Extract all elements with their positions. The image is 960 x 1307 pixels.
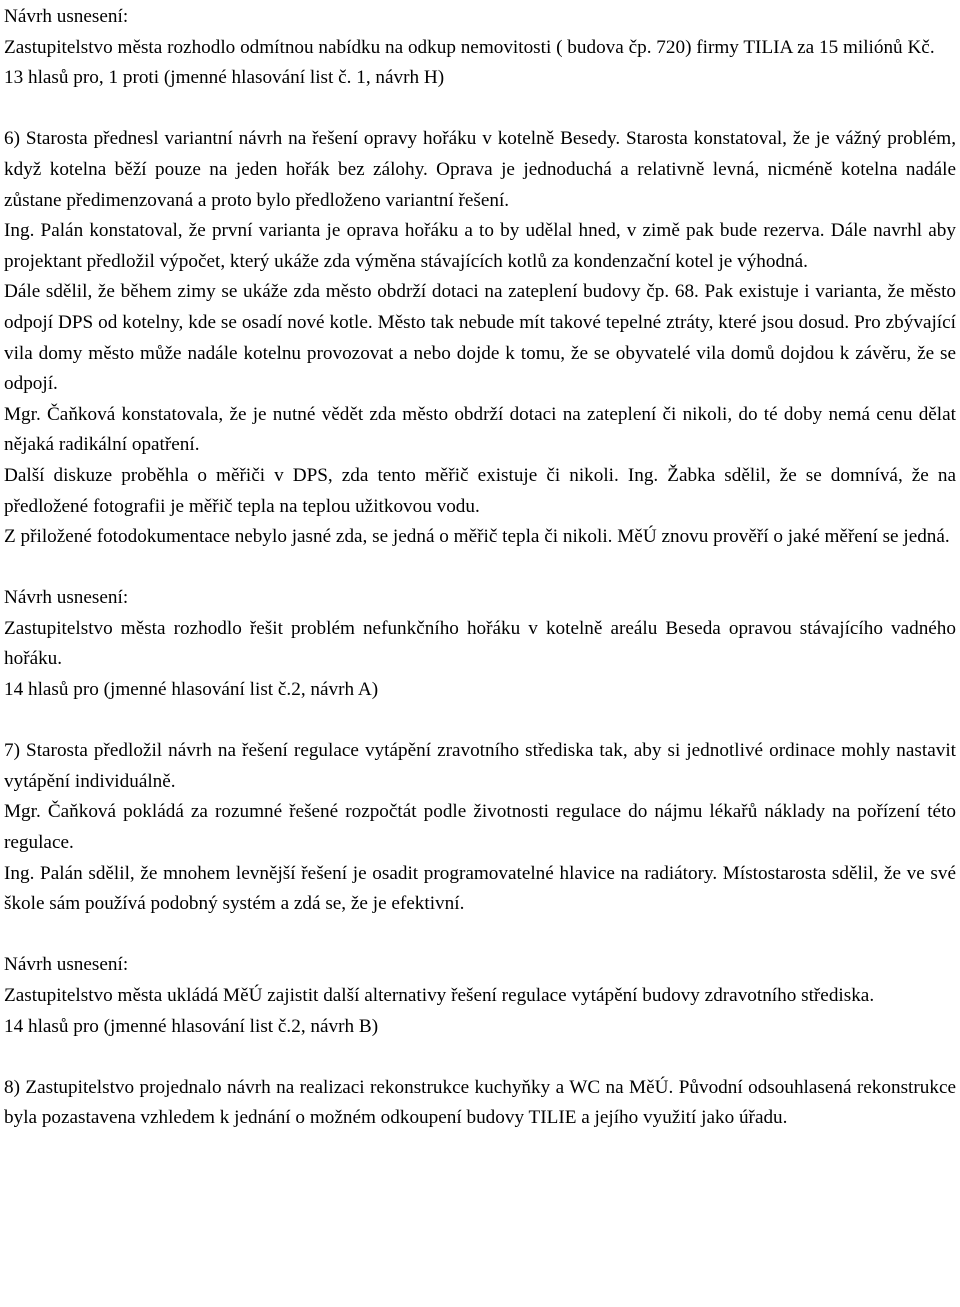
item-8-paragraph: 8) Zastupitelstvo projednalo návrh na realizaci rekonstrukce kuchyňky a WC na MěÚ. Původní odsouhlasená rekonstrukce byla pozastavena vzhledem k jednání o možném odkoupení budovy TILIE a jejího využití jako úřadu.	[4, 1076, 956, 1129]
item-6-paragraph: Další diskuze proběhla o měřiči v DPS, zda tento měřič existuje či nikoli. Ing. Žabka sdělil, že se domnívá, že na předložené fotografii je měřič tepla na teplou užitkovou vodu.	[4, 464, 956, 517]
vote-result: 13 hlasů pro, 1 proti (jmenné hlasování list č. 1, návrh H)	[4, 67, 445, 89]
paragraph-gap	[4, 1042, 956, 1073]
resolution-heading: Návrh usnesení:	[4, 954, 129, 976]
item-7-paragraph: Mgr. Čaňková pokládá za rozumné řešené rozpočtát podle životnosti regulace do nájmu lékařů náklady na pořízení této regulace.	[4, 801, 956, 854]
paragraph-gap	[4, 94, 956, 125]
vote-result: 14 hlasů pro (jmenné hlasování list č.2, návrh A)	[4, 679, 379, 701]
paragraph-gap	[4, 920, 956, 951]
resolution-heading: Návrh usnesení:	[4, 587, 129, 609]
resolution-heading: Návrh usnesení:	[4, 6, 129, 27]
resolution-text: Zastupitelstvo města rozhodlo řešit problém nefunkčního hořáku v kotelně areálu Beseda opravou stávajícího vadného hořáku.	[4, 617, 956, 670]
item-7-paragraph: Ing. Palán sdělil, že mnohem levnější řešení je osadit programovatelné hlavice na radiátory. Místostarosta sdělil, že ve své škole sám používá podobný systém a zdá se, že je efektivní.	[4, 862, 956, 915]
vote-result: 14 hlasů pro (jmenné hlasování list č.2, návrh B)	[4, 1015, 379, 1037]
paragraph-gap	[4, 706, 956, 737]
item-7-paragraph: 7) Starosta předložil návrh na řešení regulace vytápění zravotního střediska tak, aby si jednotlivé ordinace mohly nastavit vytápění individuálně.	[4, 740, 956, 792]
item-6-paragraph: 6) Starosta přednesl variantní návrh na řešení opravy hořáku v kotelně Besedy. Starosta konstatoval, že je vážný problém, když kotelna běží pouze na jeden hořák bez zálohy. Oprava je jednoduchá a relativně levná, nicméně kotelna nadále zůstane předimenzovaná a proto bylo předloženo variantní řešení.	[4, 128, 956, 211]
resolution-text: Zastupitelstvo města ukládá MěÚ zajistit další alternativy řešení regulace vytápění budovy zdravotního střediska.	[4, 985, 875, 1006]
item-6-paragraph: Z přiložené fotodokumentace nebylo jasné zda, se jedná o měřič tepla či nikoli. MěÚ znovu prověří o jaké měření se jedná.	[4, 526, 950, 548]
paragraph-gap	[4, 553, 956, 584]
item-6-paragraph: Mgr. Čaňková konstatovala, že je nutné vědět zda město obdrží dotaci na zateplení či nikoli, do té doby nemá cenu dělat nějaká radikální opatření.	[4, 403, 956, 456]
document-page	[4, 2, 956, 1134]
item-6-paragraph: Dále sdělil, že během zimy se ukáže zda město obdrží dotaci na zateplení budovy čp. 68. Pak existuje i varianta, že město odpojí DPS od kotelny, kde se osadí nové kotle. Město tak nebude mít takové tepelné ztráty, které jsou dosud. Pro zbývající vila domy město může nadále kotelnu provozovat a nebo dojde k tomu, že se obyvatelé vila domů dojdou k závěru, že se odpojí.	[4, 281, 956, 395]
item-6-paragraph: Ing. Palán konstatoval, že první varianta je oprava hořáku a to by udělal hned, v zimě pak bude rezerva. Dále navrhl aby projektant předložil výpočet, který ukáže zda výměna stávajících kotlů za kondenzační kotel je výhodná.	[4, 220, 956, 272]
resolution-text: Zastupitelstvo města rozhodlo odmítnou nabídku na odkup nemovitosti ( budova čp. 720) firmy TILIA za 15 miliónů Kč.	[4, 36, 935, 58]
